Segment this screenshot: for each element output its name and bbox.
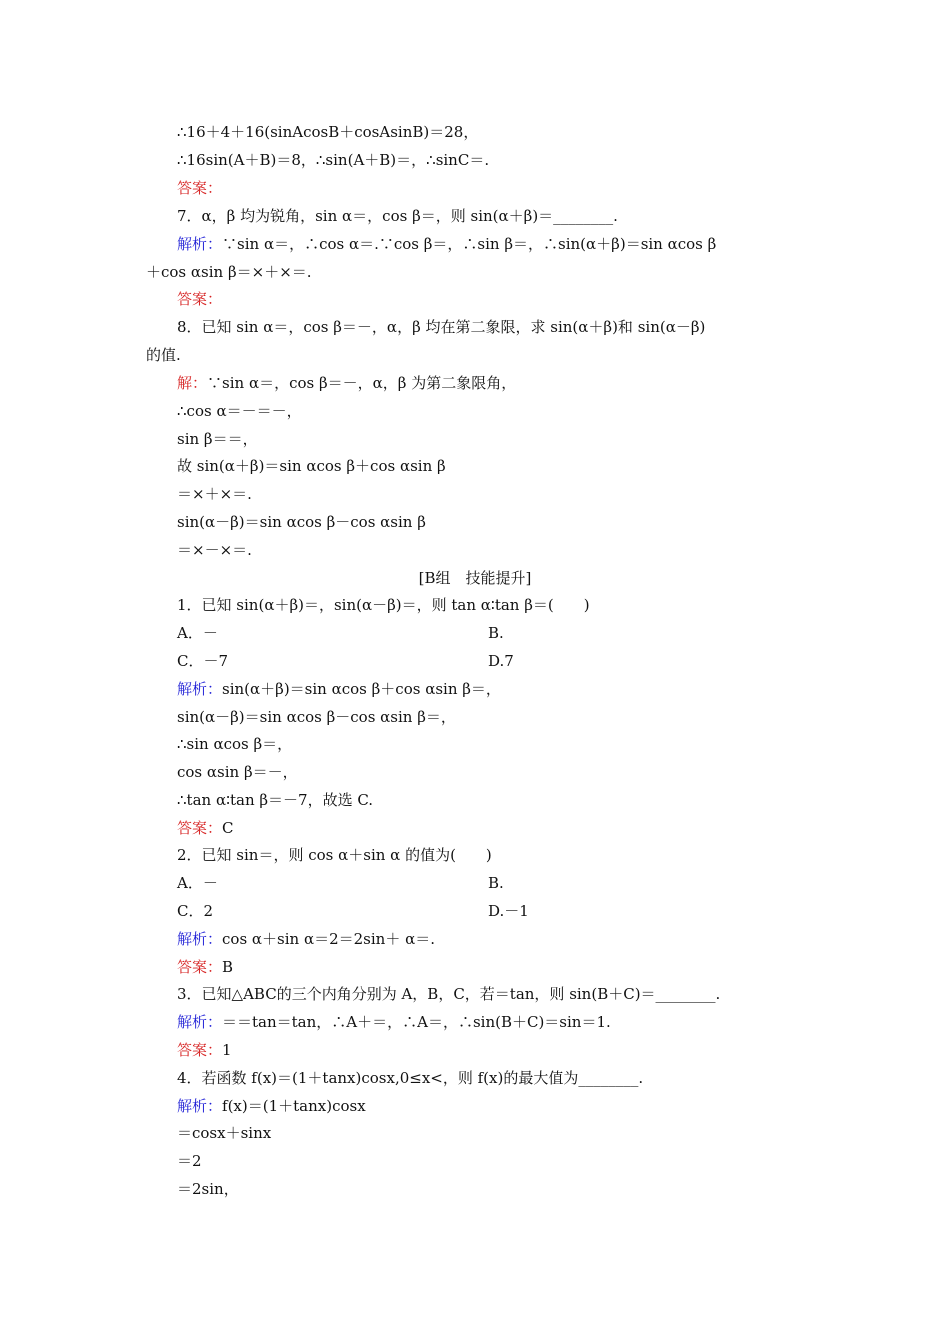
text-line: ∴sin αcos β＝，: [177, 735, 293, 753]
answer-label: 答案：: [177, 179, 223, 197]
option-b: B.: [488, 874, 504, 892]
text-line: ∴16sin(A＋B)＝8，∴sin(A＋B)＝，∴sinC＝.: [177, 151, 490, 169]
text-line: ＋cos αsin β＝×＋×＝.: [146, 263, 312, 281]
analysis-text: sin(α＋β)＝sin αcos β＋cos αsin β＝，: [222, 680, 501, 698]
option-a: A．－: [177, 624, 218, 642]
analysis-line: [177, 929, 435, 949]
analysis-label: 解析：: [177, 235, 223, 253]
text-line: ∴16＋4＋16(sinAcosB＋cosAsinB)＝28，: [177, 123, 479, 141]
answer-line: [177, 178, 222, 198]
answer-line: [177, 957, 233, 977]
solution-label: 解：: [177, 374, 208, 392]
analysis-line: [177, 1012, 611, 1032]
option-a: A．－: [177, 874, 218, 892]
text-line: ＝2: [177, 1152, 202, 1170]
question-8: 8．已知 sin α＝，cos β＝－，α，β 均在第二象限，求 sin(α＋β)和 sin(α－β): [177, 318, 706, 336]
option-b: B.: [488, 624, 504, 642]
answer-line: [177, 818, 234, 838]
analysis-label: 解析：: [177, 680, 223, 698]
text-line: ＝×－×＝.: [177, 541, 252, 559]
option-c: C．－7: [177, 652, 229, 670]
analysis-line: [177, 679, 501, 699]
answer-label: 答案：: [177, 819, 223, 837]
analysis-text: cos α＋sin α＝2＝2sin＋ α＝.: [222, 930, 436, 948]
analysis-line: [177, 1096, 366, 1116]
answer-text: 1: [222, 1041, 232, 1059]
answer-line: [177, 289, 222, 309]
option-d: D.－1: [488, 902, 529, 920]
answer-line: [177, 1040, 232, 1060]
text-line: ＝×＋×＝.: [177, 485, 252, 503]
answer-text: B: [222, 958, 234, 976]
solution-line: [177, 373, 516, 393]
answer-label: 答案：: [177, 290, 223, 308]
option-d: D.7: [488, 652, 514, 670]
analysis-line: [177, 234, 716, 254]
text-line: ∴tan α∶tan β＝－7，故选 C.: [177, 791, 374, 809]
text-line: 故 sin(α＋β)＝sin αcos β＋cos αsin β: [177, 457, 446, 475]
solution-text: ∵sin α＝，cos β＝－，α，β 为第二象限角，: [207, 374, 517, 392]
text-line: sin(α－β)＝sin αcos β－cos αsin β＝，: [177, 708, 456, 726]
question-b4: 4．若函数 f(x)＝(1＋tanx)cosx,0≤x<，则 f(x)的最大值为________.: [177, 1069, 644, 1087]
text-line: ＝2sin，: [177, 1180, 239, 1198]
answer-label: 答案：: [177, 958, 223, 976]
question-b2: 2．已知 sin＝，则 cos α＋sin α 的值为( ): [177, 846, 492, 864]
answer-text: C: [222, 819, 234, 837]
section-heading: [B组 技能提升]: [418, 569, 532, 587]
analysis-text: ＝＝tan＝tan，∴A＋＝，∴A＝，∴sin(B＋C)＝sin＝1.: [222, 1013, 611, 1031]
answer-label: 答案：: [177, 1041, 223, 1059]
analysis-label: 解析：: [177, 1097, 223, 1115]
text-line: ＝cosx＋sinx: [177, 1124, 272, 1142]
question-7: 7．α，β 均为锐角，sin α＝，cos β＝，则 sin(α＋β)＝________.: [177, 207, 618, 225]
question-b1: 1．已知 sin(α＋β)＝，sin(α－β)＝，则 tan α∶tan β＝( ): [177, 596, 590, 614]
analysis-label: 解析：: [177, 1013, 223, 1031]
text-line: cos αsin β＝－，: [177, 763, 298, 781]
question-b3: 3．已知△ABC的三个内角分别为 A，B，C，若＝tan，则 sin(B＋C)＝________.: [177, 985, 721, 1003]
text-line: sin β＝＝，: [177, 430, 258, 448]
analysis-label: 解析：: [177, 930, 223, 948]
text-line: sin(α－β)＝sin αcos β－cos αsin β: [177, 513, 426, 531]
analysis-text: f(x)＝(1＋tanx)cosx: [222, 1097, 366, 1115]
analysis-text: ∵sin α＝，∴cos α＝.∵cos β＝，∴sin β＝，∴sin(α＋β)＝sin αcos β: [222, 235, 717, 253]
option-c: C．2: [177, 902, 214, 920]
text-line: 的值.: [146, 346, 181, 364]
text-line: ∴cos α＝－＝－，: [177, 402, 302, 420]
